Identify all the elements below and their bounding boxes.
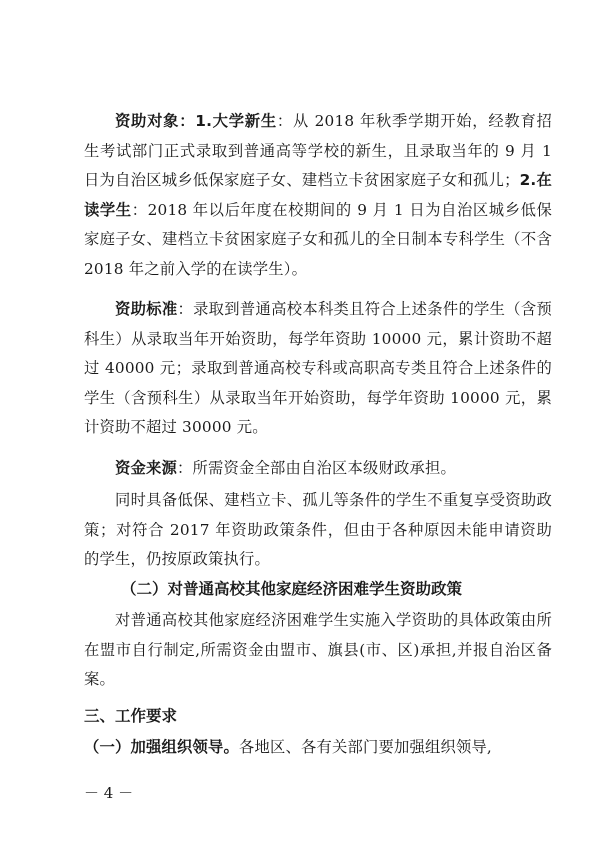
recipients-item1-label: 1.大学新生 [195,112,277,130]
recipients-paragraph [84,107,552,284]
standard-paragraph [84,295,552,443]
funding-paragraph [84,454,552,484]
recipients-item2-label: 2.在读学生 [84,171,552,219]
standard-text: ：录取到普通高校本科类且符合上述条件的学生（含预科生）从录取当年开始资助，每学年资助 10000 元，累计资助不超过 40000 元；录取到普通高校专科或高职高专类且符合上述条件的学生（含预科生）从录取当年开始资助，每学年资助 10000 元，累计资助不超过 30000 元。 [84,300,552,436]
subheading-other-students: （二）对普通高校其他家庭经济困难学生资助政策 [121,580,463,598]
recipients-item1-text: ：从 2018 年秋季学期开始，经教育招生考试部门正式录取到普通高等学校的新生，且录取当年的 9 月 1 日为自治区城乡低保家庭子女、建档立卡贫困家庭子女和孤儿； [84,112,553,189]
organization-paragraph [84,733,552,763]
funding-label: 资金来源 [115,459,177,477]
note-paragraph: 同时具备低保、建档立卡、孤儿等条件的学生不重复享受资助政策；对符合 2017 年资助政策条件，但由于各种原因未能申请资助的学生，仍按原政策执行。 [84,491,552,568]
recipients-label: 资助对象： [115,112,196,130]
standard-label: 资助标准 [115,300,178,318]
page-number: － 4 － [84,784,134,802]
section-three-heading: 三、工作要求 [84,707,178,725]
other-policy-paragraph: 对普通高校其他家庭经济困难学生实施入学资助的具体政策由所在盟市自行制定,所需资金由盟市、旗县(市、区)承担,并报自治区备案。 [84,611,552,688]
recipients-item2-text: ：2018 年以后年度在校期间的 9 月 1 日为自治区城乡低保家庭子女、建档立卡贫困家庭子女和孤儿的全日制本专科学生（不含 2018 年之前入学的在读学生）。 [84,200,552,278]
organization-text: 各地区、各有关部门要加强组织领导, [238,738,492,756]
funding-text: ：所需资金全部由自治区本级财政承担。 [177,459,456,477]
organization-label: （一）加强组织领导。 [84,738,239,756]
